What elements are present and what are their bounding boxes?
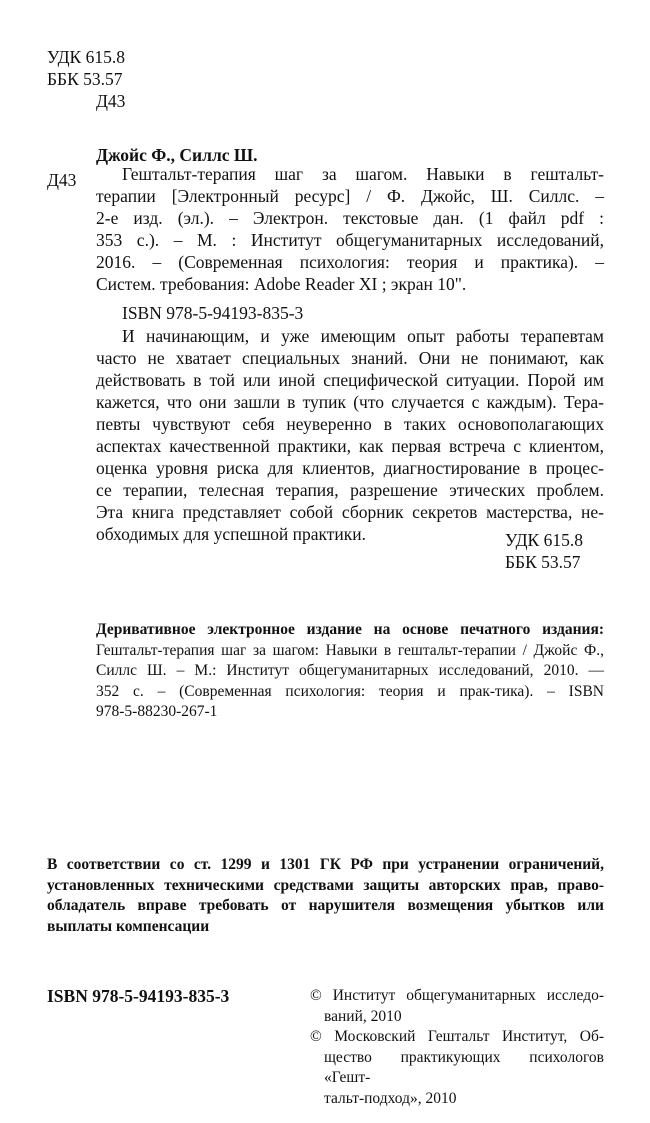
annotation-line: действовать в той или иной специфической ситуации. Порой им: [96, 370, 604, 390]
annotation-line: часто не хватает специальных знаний. Они не понимают, как: [96, 348, 604, 368]
copyright-line: © Московский Гештальт Институт, Об-: [310, 1028, 604, 1045]
annotation-line: И начинающим, и уже имеющим опыт работы терапевтам: [122, 326, 604, 346]
copyright-law-notice: [47, 855, 604, 937]
derivative-line: Силлс Ш. – М.: Институт общегуманитарных исследований, 2010. —: [96, 662, 604, 679]
annotation: [96, 325, 604, 545]
derivative-notice: [96, 620, 604, 723]
bib-line: 2016. – (Современная психология: теория и практика). –: [96, 252, 604, 272]
derivative-line: Гештальт-терапия шаг за шагом: Навыки в гештальт-терапии / Джойс Ф.,: [96, 641, 604, 659]
isbn-bottom: ISBN 978-5-94193-835-3: [47, 986, 230, 1006]
copyright-line: тальт-подход», 2010: [324, 1089, 457, 1107]
law-line: выплаты компенсации: [47, 917, 210, 935]
copyright-line: щество практикующих психологов «Гешт-: [324, 1048, 604, 1086]
bib-line: терапии [Электронный ресурс] / Ф. Джойс, Ш. Силлс. –: [96, 186, 604, 206]
copyright-line: © Институт общегуманитарных исследо-: [310, 987, 604, 1004]
annotation-line: кажется, что они зашли в тупик (что случается с каждым). Тера-: [96, 392, 604, 412]
bbk-code-bottom: ББК 53.57: [505, 552, 581, 572]
annotation-line: обходимых для успешной практики.: [96, 524, 366, 544]
bibliographic-record: [96, 163, 604, 295]
annotation-line: певты чувствуют себя неуверенно в таких основополагающих: [96, 414, 604, 434]
copyright-holders: [310, 986, 604, 1109]
author-sign-top: Д43: [96, 91, 126, 111]
bib-line: 2-е изд. (эл.). – Электрон. текстовые дан. (1 файл pdf :: [96, 208, 604, 228]
udk-code-bottom: УДК 615.8: [505, 530, 583, 550]
annotation-line: Эта книга представляет собой сборник секретов мастерства, не-: [96, 502, 604, 522]
isbn-line: ISBN 978-5-94193-835-3: [122, 303, 304, 323]
author-heading: Джойс Ф., Силлс Ш.: [96, 145, 258, 165]
udk-code-top: УДК 615.8: [47, 47, 125, 67]
derivative-line: 978-5-88230-267-1: [96, 703, 218, 720]
derivative-line: 352 с. – (Современная психология: теория и прак-тика). – ISBN: [96, 682, 604, 700]
law-line: установленных техническими средствами защиты авторских прав, право-: [47, 876, 604, 894]
author-sign-margin: Д43: [47, 170, 77, 190]
bib-line: Систем. требования: Adobe Reader XI ; экран 10".: [96, 274, 467, 294]
annotation-line: се терапии, телесная терапия, разрешение этических проблем.: [96, 480, 604, 500]
law-line: обладатель вправе требовать от нарушителя возмещения убытков или: [47, 897, 604, 914]
bib-line: 353 с.). – М. : Институт общегуманитарных исследований,: [96, 230, 604, 250]
derivative-heading: Деривативное электронное издание на основе печатного издания:: [96, 621, 604, 638]
annotation-line: оценка уровня риска для клиентов, диагностирование в процес-: [96, 458, 604, 478]
copyright-line: ваний, 2010: [324, 1007, 402, 1025]
bbk-code-top: ББК 53.57: [47, 69, 123, 89]
bib-line: Гештальт-терапия шаг за шагом. Навыки в гештальт-: [122, 164, 604, 184]
law-line: В соответствии со ст. 1299 и 1301 ГК РФ при устранении ограничений,: [47, 856, 604, 873]
annotation-line: аспектах качественной практики, как первая встреча с клиентом,: [96, 436, 604, 456]
